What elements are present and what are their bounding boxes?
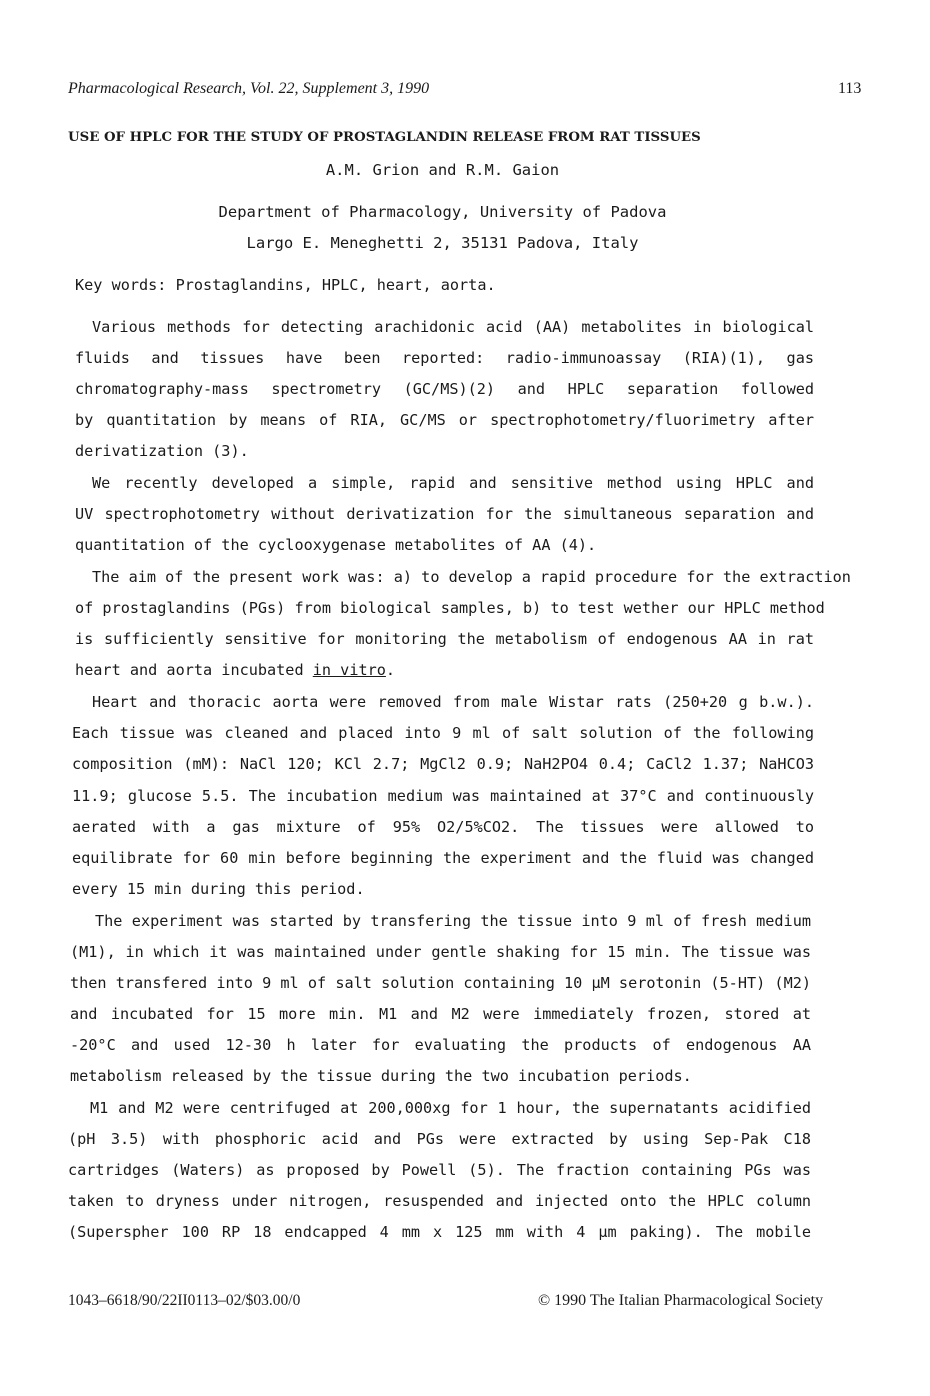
text-line: of prostaglandins (PGs) from biological samples, b) to test wether our HPLC method bbox=[75, 599, 825, 617]
authors: A.M. Grion and R.M. Gaion bbox=[325, 161, 560, 179]
text-line: and incubated for 15 more min. M1 and M2 were immediately frozen, stored at bbox=[70, 1005, 811, 1023]
affiliation-line-1: Department of Pharmacology, University of Padova bbox=[218, 203, 667, 221]
in-vitro-emphasis: in vitro bbox=[312, 661, 386, 679]
text-line: is sufficiently sensitive for monitoring the metabolism of endogenous AA in rat bbox=[75, 630, 814, 648]
article-title: USE OF HPLC FOR THE STUDY OF PROSTAGLANDIN RELEASE FROM RAT TISSUES bbox=[68, 130, 701, 145]
affiliation-line-2: Largo E. Meneghetti 2, 35131 Padova, Italy bbox=[246, 234, 639, 252]
text-line: composition (mM): NaCl 120; KCl 2.7; MgCl2 0.9; NaH2PO4 0.4; CaCl2 1.37; NaHCO3 bbox=[72, 755, 814, 773]
text-run: heart and aorta incubated bbox=[75, 661, 313, 679]
text-line: 11.9; glucose 5.5. The incubation medium was maintained at 37°C and continuously bbox=[72, 787, 814, 805]
text-line: M1 and M2 were centrifuged at 200,000xg for 1 hour, the supernatants acidified bbox=[90, 1099, 811, 1117]
text-line: UV spectrophotometry without derivatization for the simultaneous separation and bbox=[75, 505, 814, 523]
text-line: Each tissue was cleaned and placed into 9 ml of salt solution of the following bbox=[72, 724, 814, 742]
text-line: fluids and tissues have been reported: radio-immunoassay (RIA)(1), gas bbox=[75, 349, 814, 367]
text-line: equilibrate for 60 min before beginning the experiment and the fluid was changed bbox=[72, 849, 814, 867]
text-line: by quantitation by means of RIA, GC/MS or spectrophotometry/fluorimetry after bbox=[75, 411, 814, 429]
text-line: then transfered into 9 ml of salt solution containing 10 µM serotonin (5-HT) (M2) bbox=[70, 974, 811, 992]
text-line: metabolism released by the tissue during the two incubation periods. bbox=[70, 1067, 692, 1085]
text-line: Heart and thoracic aorta were removed from male Wistar rats (250+20 g b.w.). bbox=[92, 693, 814, 711]
text-line: Various methods for detecting arachidonic acid (AA) metabolites in biological bbox=[92, 318, 814, 336]
keywords: Key words: Prostaglandins, HPLC, heart, aorta. bbox=[75, 276, 496, 294]
copyright-line: © 1990 The Italian Pharmacological Society bbox=[538, 1292, 824, 1309]
text-line: every 15 min during this period. bbox=[72, 880, 365, 898]
text-line: (M1), in which it was maintained under gentle shaking for 15 min. The tissue was bbox=[70, 943, 811, 961]
text-line: derivatization (3). bbox=[75, 442, 249, 460]
text-line: (pH 3.5) with phosphoric acid and PGs were extracted by using Sep-Pak C18 bbox=[68, 1130, 811, 1148]
text-line: taken to dryness under nitrogen, resuspended and injected onto the HPLC column bbox=[68, 1192, 811, 1210]
issn-line: 1043–6618/90/22II0113–02/$03.00/0 bbox=[68, 1292, 301, 1309]
text-line: The experiment was started by transfering the tissue into 9 ml of fresh medium bbox=[95, 912, 811, 930]
text-line: -20°C and used 12-30 h later for evaluating the products of endogenous AA bbox=[70, 1036, 811, 1054]
page-number: 113 bbox=[838, 80, 862, 97]
text-line: chromatography-mass spectrometry (GC/MS)(2) and HPLC separation followed bbox=[75, 380, 814, 398]
text-line: (Superspher 100 RP 18 endcapped 4 mm x 125 mm with 4 µm paking). The mobile bbox=[68, 1223, 811, 1241]
running-header-journal: Pharmacological Research, Vol. 22, Supplement 3, 1990 bbox=[68, 80, 430, 97]
text-line: We recently developed a simple, rapid and sensitive method using HPLC and bbox=[92, 474, 814, 492]
text-line bbox=[75, 661, 395, 679]
text-run: . bbox=[385, 661, 396, 679]
text-line: aerated with a gas mixture of 95% O2/5%CO2. The tissues were allowed to bbox=[72, 818, 814, 836]
text-line: cartridges (Waters) as proposed by Powell (5). The fraction containing PGs was bbox=[68, 1161, 811, 1179]
text-line: The aim of the present work was: a) to develop a rapid procedure for the extraction bbox=[92, 568, 851, 586]
text-line: quantitation of the cyclooxygenase metabolites of AA (4). bbox=[75, 536, 597, 554]
